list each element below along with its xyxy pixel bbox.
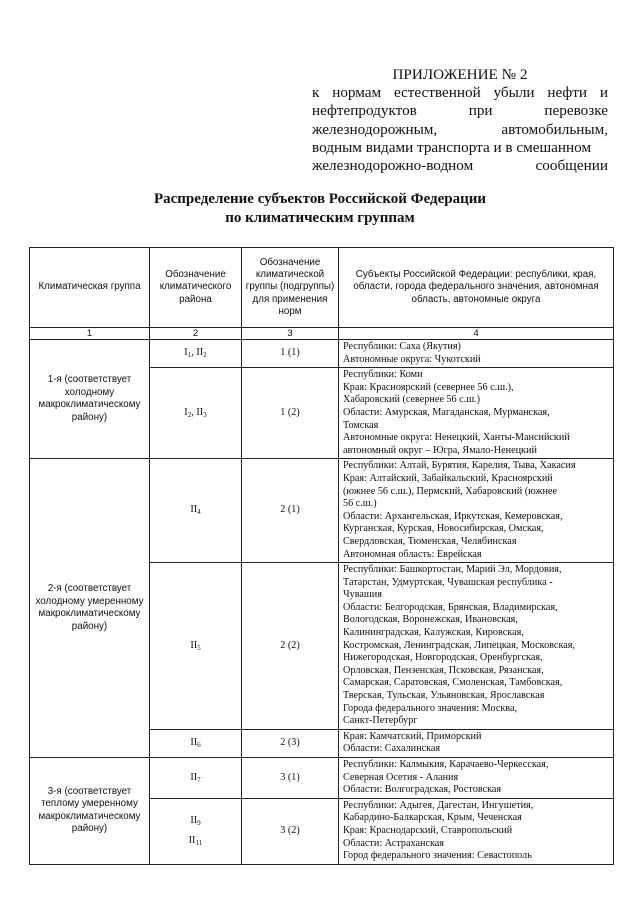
district-designation-cell — [150, 368, 242, 459]
subjects-cell — [339, 563, 614, 730]
designation-text: II — [188, 835, 196, 847]
subjects-line: Свердловская, Тюменская, Челябинская — [343, 535, 517, 547]
table-body — [30, 340, 614, 865]
appendix-line — [312, 157, 608, 175]
climate-group-cell: 1-я (соответствует холодному макроклиматическому району) — [30, 340, 150, 459]
subjects-line: 56 с.ш.) — [343, 498, 377, 510]
subjects-line: (южнее 56 с.ш.), Пермский, Хабаровский (южнее — [343, 485, 557, 497]
table-header-row — [30, 248, 614, 328]
district-designation-cell — [150, 563, 242, 730]
subjects-line: Автономные округа: Ненецкий, Ханты-Мансийский — [343, 432, 570, 444]
designation-subscript: 3 — [203, 410, 207, 419]
appendix-word: при — [468, 102, 493, 120]
appendix-word: нефтепродуктов — [312, 102, 417, 120]
subjects-line: Республики: Алтай, Бурятия, Карелия, Тыва, Хакасия — [343, 460, 576, 472]
subjects-line: Город федерального значения: Севастополь — [343, 850, 532, 862]
appendix-word: к — [312, 84, 320, 102]
subjects-line: Северная Осетия - Алания — [343, 771, 459, 783]
district-designation — [153, 407, 238, 420]
subjects-line: Республики: Адыгея, Дагестан, Ингушетия, — [343, 799, 534, 811]
appendix-word: нефти — [547, 84, 588, 102]
subjects-line: Края: Камчатский, Приморский — [343, 730, 482, 742]
appendix-word: железнодорожно-водном — [312, 157, 474, 175]
district-designation-cell — [150, 340, 242, 368]
subjects-line: Костромская, Ленинградская, Липецкая, Московская, — [343, 639, 576, 651]
subjects-cell — [339, 340, 614, 368]
appendix-word: перевозке — [544, 102, 608, 120]
header-climate-group: Климатическая группа — [30, 248, 150, 328]
appendix-word: автомобильным, — [501, 120, 608, 138]
appendix-word: водным видами транспорта и в смешанном — [312, 138, 592, 156]
subjects-line: Кабардино-Балкарская, Крым, Чеченская — [343, 812, 522, 824]
climate-group-cell: 2-я (соответствует холодному умеренному макроклиматическому району) — [30, 459, 150, 758]
subjects-line: Республики: Коми — [343, 369, 423, 381]
district-designation-cell — [150, 459, 242, 563]
appendix-word: убыли — [493, 84, 535, 102]
appendix-block — [312, 66, 608, 175]
subgroup-cell: 1 (1) — [242, 340, 339, 368]
appendix-title: ПРИЛОЖЕНИЕ № 2 — [392, 66, 528, 83]
subjects-line: Края: Красноярский (севернее 56 с.ш.), — [343, 381, 514, 393]
subjects-line: Автономная область: Еврейская — [343, 548, 482, 560]
subjects-line: Томская — [343, 419, 379, 431]
subjects-line: Области: Астраханская — [343, 837, 444, 849]
subgroup-cell: 1 (2) — [242, 368, 339, 459]
subjects-line: Республики: Башкортостан, Марий Эл, Мордовия, — [343, 564, 562, 576]
designation-text: , II — [191, 406, 204, 418]
subjects-line: Автономные округа: Чукотский — [343, 353, 481, 365]
table-row — [30, 758, 614, 799]
appendix-line — [312, 121, 608, 139]
subjects-line: Татарстан, Удмуртская, Чувашская республика - — [343, 576, 553, 588]
subgroup-cell: 3 (1) — [242, 758, 339, 799]
appendix-word: нормам — [332, 84, 382, 102]
subjects-cell — [339, 729, 614, 757]
district-designation — [153, 347, 238, 360]
subjects-line: Хабаровский (севернее 56 с.ш.) — [343, 394, 480, 406]
subjects-line: Края: Алтайский, Забайкальский, Красноярский — [343, 472, 553, 484]
subjects-line: Республики: Калмыкия, Карачаево-Черкесская, — [343, 759, 549, 770]
subgroup-cell: 2 (3) — [242, 729, 339, 757]
subjects-line: Области: Сахалинская — [343, 743, 441, 755]
designation-text: II — [190, 814, 198, 826]
subjects-line: Самарская, Саратовская, Смоленская, Тамбовская, — [343, 677, 563, 689]
district-designation-cell — [150, 729, 242, 757]
designation-text: , II — [191, 347, 204, 359]
designation-text: II — [190, 639, 198, 651]
header-climate-district: Обозначение климатического района — [150, 248, 242, 328]
climate-group-cell: 3-я (соответствует теплому умеренному макроклиматическому району) — [30, 758, 150, 865]
district-designation — [153, 737, 238, 750]
subgroup-cell: 3 (2) — [242, 798, 339, 864]
subjects-line: автономный округ – Югра, Ямало-Ненецкий — [343, 444, 537, 456]
subjects-cell — [339, 758, 614, 799]
climate-groups-table — [29, 247, 614, 865]
subjects-line: Калининградская, Калужская, Кировская, — [343, 627, 524, 639]
subjects-line: Края: Краснодарский, Ставропольский — [343, 824, 513, 836]
table-row — [30, 340, 614, 368]
appendix-line — [312, 102, 608, 120]
column-number: 2 — [150, 328, 242, 340]
district-designation-cell — [150, 758, 242, 799]
designation-subscript: 11 — [195, 839, 203, 848]
subjects-cell — [339, 798, 614, 864]
subgroup-cell: 2 (1) — [242, 459, 339, 563]
appendix-text — [312, 84, 608, 175]
designation-text: II — [190, 771, 198, 783]
district-designation-cell — [150, 798, 242, 864]
designation-text: I — [184, 347, 188, 359]
appendix-line — [312, 84, 608, 102]
subjects-line: Нижегородская, Новгородская, Оренбургская, — [343, 652, 543, 664]
column-number: 4 — [339, 328, 614, 340]
designation-subscript: 2 — [203, 351, 207, 360]
subjects-line: Города федерального значения: Москва, — [343, 702, 518, 714]
designation-subscript: 5 — [197, 643, 201, 652]
subjects-line: Области: Амурская, Магаданская, Мурманская, — [343, 406, 550, 418]
document-heading — [120, 190, 520, 228]
designation-text: II — [190, 504, 198, 516]
designation-subscript: 6 — [197, 741, 201, 750]
header-subjects: Субъекты Российской Федерации: республики, края, области, города федерального значения, автономная область, автономные округа — [339, 248, 614, 328]
appendix-word: железнодорожным, — [312, 120, 438, 138]
appendix-word: естественной — [393, 84, 481, 102]
designation-subscript: 4 — [197, 508, 201, 517]
designation-text: II — [190, 737, 198, 749]
subjects-line: Области: Белгородская, Брянская, Владимирская, — [343, 601, 558, 613]
designation-subscript: 1 — [187, 351, 192, 360]
subjects-line: Вологодская, Воронежская, Ивановская, — [343, 614, 518, 626]
subjects-line: Области: Архангельская, Иркутская, Кемеровская, — [343, 510, 563, 522]
district-designation — [153, 640, 238, 653]
district-designation — [153, 835, 238, 848]
subjects-line: Республики: Саха (Якутия) — [343, 341, 461, 352]
heading-line-1: Распределение субъектов Российской Федерации — [153, 191, 487, 207]
subjects-line: Чувашия — [343, 589, 382, 601]
header-subgroup: Обозначение климатической группы (подгруппы) для применения норм — [242, 248, 339, 328]
appendix-word: сообщении — [535, 157, 608, 175]
column-number-row — [30, 328, 614, 340]
subjects-cell — [339, 459, 614, 563]
designation-subscript: 2 — [187, 410, 192, 419]
subjects-line: Санкт-Петербург — [343, 715, 418, 727]
subjects-line: Области: Волгоградская, Ростовская — [343, 784, 502, 796]
subjects-line: Орловская, Пензенская, Псковская, Рязанская, — [343, 664, 544, 676]
appendix-line — [312, 139, 608, 157]
district-designation — [153, 815, 238, 828]
heading-line-2: по климатическим группам — [225, 210, 415, 226]
district-designation — [153, 772, 238, 785]
table-row — [30, 459, 614, 563]
subgroup-cell: 2 (2) — [242, 563, 339, 730]
subjects-cell — [339, 368, 614, 459]
designation-text: I — [184, 406, 188, 418]
appendix-word: и — [599, 84, 608, 102]
subjects-line: Тверская, Тульская, Ульяновская, Ярославская — [343, 690, 545, 702]
designation-subscript: 9 — [197, 818, 201, 827]
district-designation — [153, 504, 238, 517]
subjects-line: Курганская, Курская, Новосибирская, Омская, — [343, 523, 544, 535]
column-number: 3 — [242, 328, 339, 340]
column-number: 1 — [30, 328, 150, 340]
designation-subscript: 7 — [197, 775, 201, 784]
